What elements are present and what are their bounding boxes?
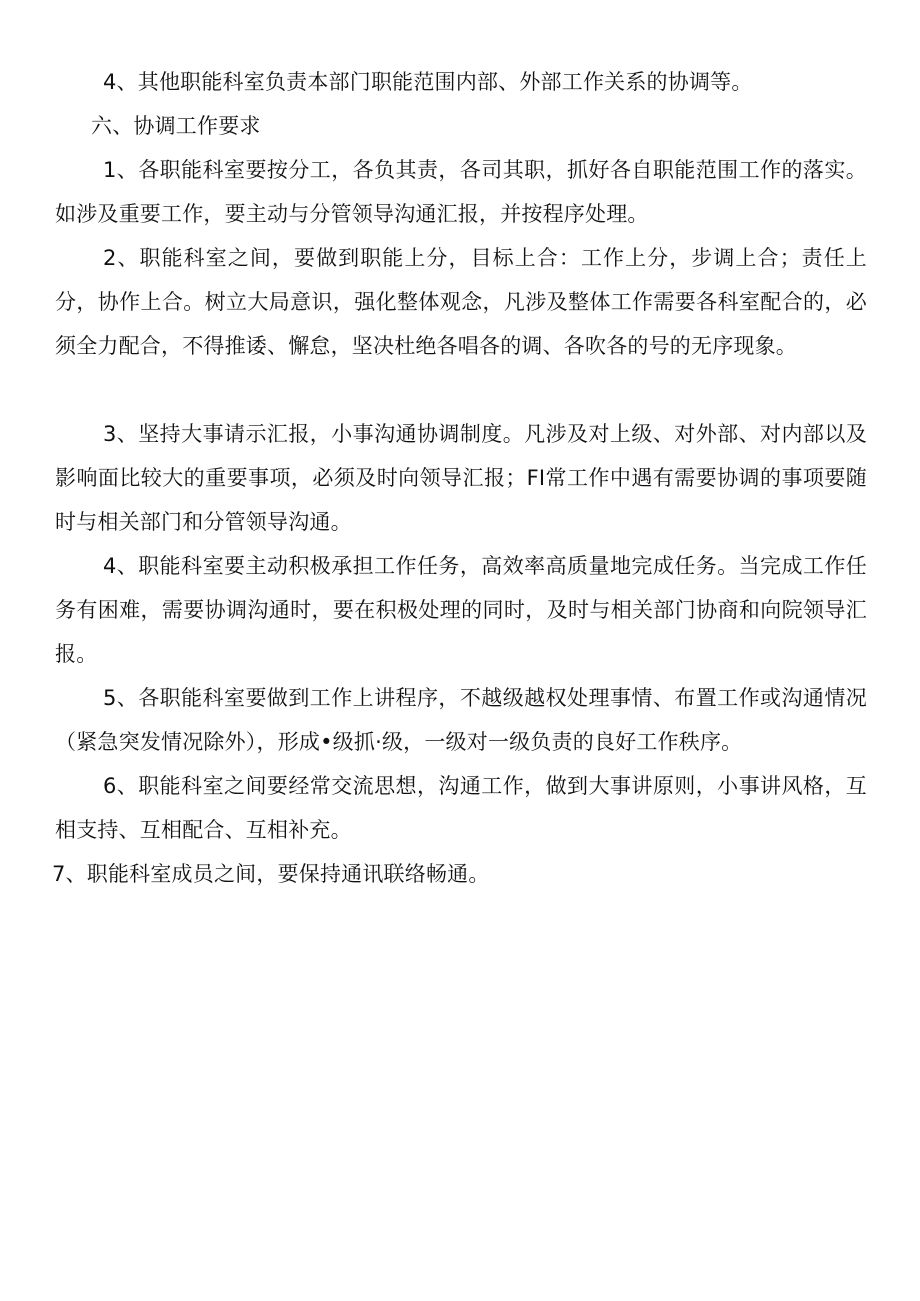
paragraph-requirement-1: 1、各职能科室要按分工，各负其责，各司其职，抓好各自职能范围工作的落实。如涉及重要工作，要主动与分管领导沟通汇报，并按程序处理。 [55, 158, 867, 226]
paragraph-requirement-2: 2、职能科室之间，要做到职能上分，目标上合：工作上分，步调上合；责任上分，协作上合。树立大局意识，强化整体观念，凡涉及整体工作需要各科室配合的，必须全力配合，不得推诿、懈怠，坚决杜绝各唱各的调、各吹各的号的无序现象。 [55, 246, 867, 358]
paragraph-requirement-7: 7、职能科室成员之间，要保持通讯联络畅通。 [52, 862, 490, 886]
paragraph-requirement-6: 6、职能科室之间要经常交流思想，沟通工作，做到大事讲原则，小事讲风格，互相支持、互相配合、互相补充。 [55, 774, 867, 842]
paragraph-requirement-4: 4、职能科室要主动积极承担工作任务，高效率高质量地完成任务。当完成工作任务有困难，需要协调沟通时，要在积极处理的同时，及时与相关部门协商和向院领导汇报。 [55, 554, 867, 666]
paragraph-requirement-3: 3、坚持大事请示汇报，小事沟通协调制度。凡涉及对上级、对外部、对内部以及影响面比较大的重要事项，必须及时向领导汇报；FI常工作中遇有需要协调的事项要随时与相关部门和分管领导沟通。 [55, 422, 867, 534]
section-heading-coordination-requirements: 六、协调工作要求 [91, 114, 261, 138]
paragraph-requirement-5: 5、各职能科室要做到工作上讲程序，不越级越权处理事情、布置工作或沟通情况（紧急突发情况除外），形成•级抓·级，一级对一级负责的良好工作秩序。 [55, 686, 867, 754]
paragraph-item-4-duty: 4、其他职能科室负责本部门职能范围内部、外部工作关系的协调等。 [103, 70, 753, 94]
